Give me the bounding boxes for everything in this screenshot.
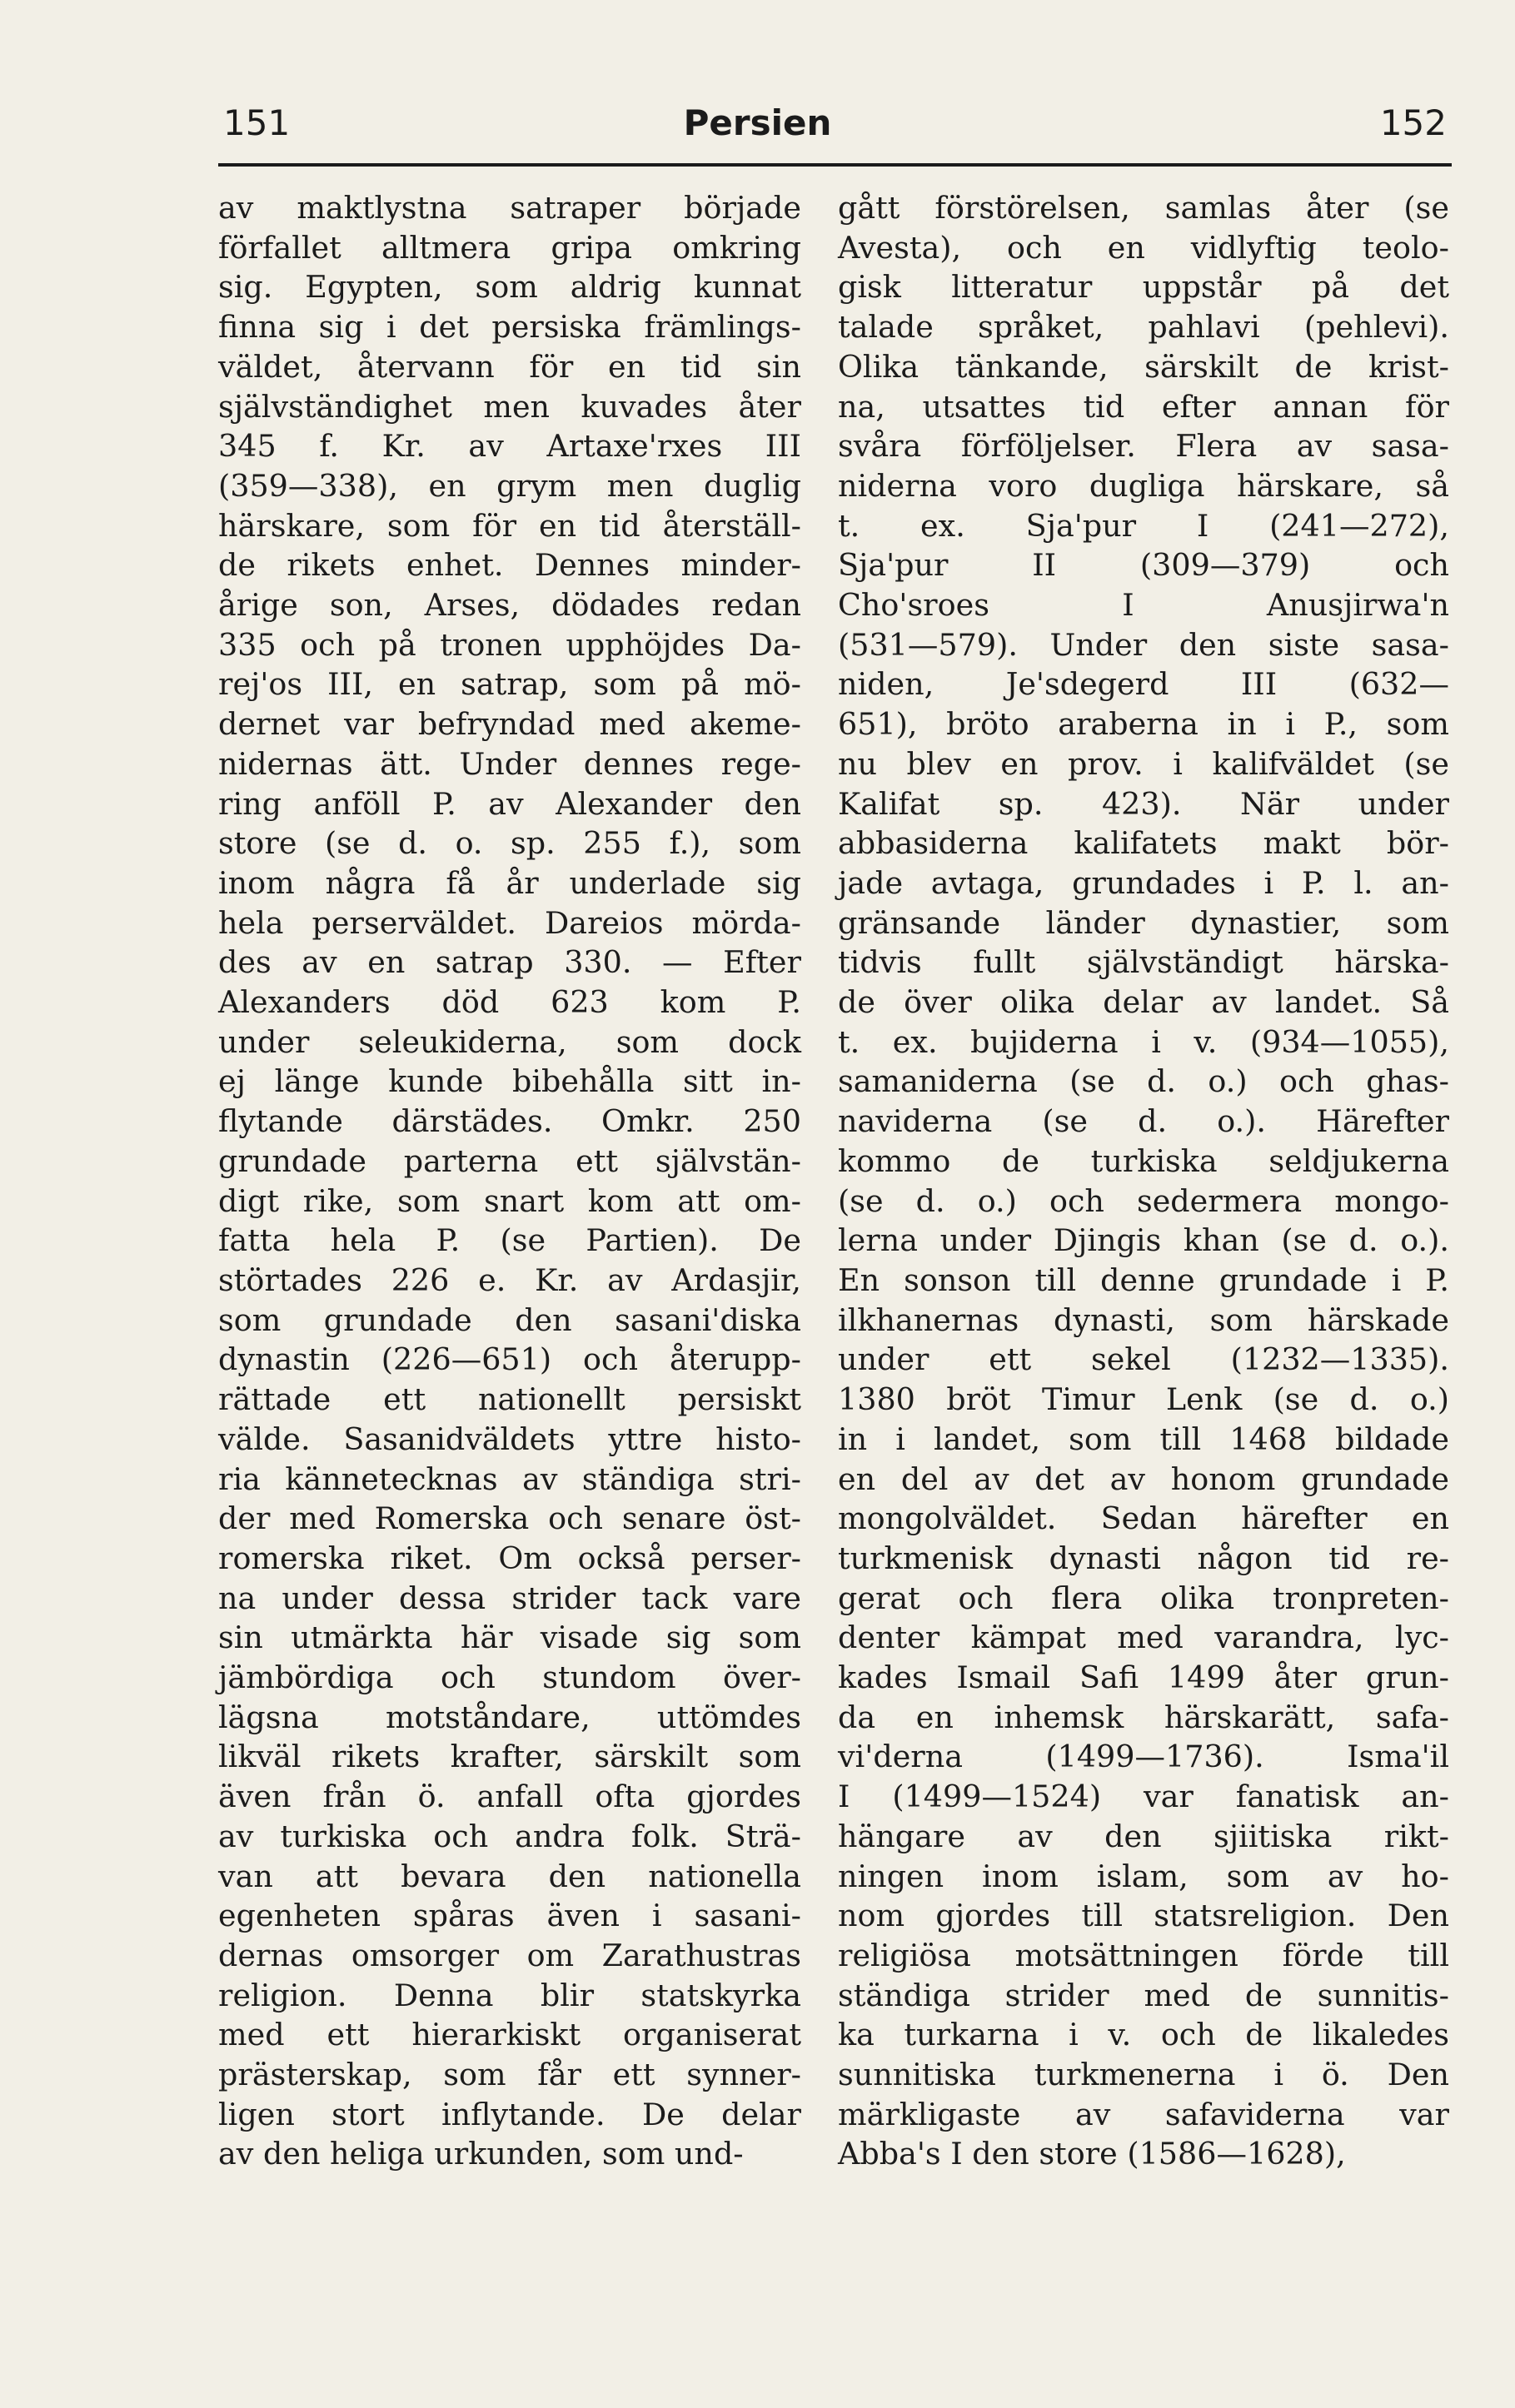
text-line: likväl rikets krafter, särskilt som bbox=[218, 1739, 801, 1775]
text-line: sig. Egypten, som aldrig kunnat bbox=[218, 269, 801, 306]
text-line: störtades 226 e. Kr. av Ardasjir, bbox=[218, 1261, 801, 1298]
running-title: Persien bbox=[683, 102, 832, 143]
text-line: av den heliga urkunden, som und- bbox=[218, 2136, 744, 2172]
text-line: dernet var befryndad med akeme- bbox=[218, 706, 801, 743]
text-line: (359—338), en grym men duglig bbox=[218, 467, 801, 504]
text-line: gisk litteratur uppstår på det bbox=[838, 269, 1449, 306]
text-line: turkmenisk dynasti någon tid re- bbox=[838, 1540, 1449, 1576]
text-line: (531—579). Under den siste sasa- bbox=[838, 626, 1449, 663]
text-line: kommo de turkiska seldjukerna bbox=[838, 1142, 1449, 1179]
text-line: ningen inom islam, som av ho- bbox=[838, 1858, 1449, 1894]
text-line: härskare, som för en tid återställ- bbox=[218, 507, 801, 544]
text-line: da en inhemsk härskarätt, safa- bbox=[838, 1699, 1449, 1735]
text-line: inom några få år underlade sig bbox=[218, 864, 801, 901]
text-line: Alexanders död 623 kom P. bbox=[218, 984, 801, 1021]
text-line: denter kämpat med varandra, lyc- bbox=[838, 1619, 1449, 1656]
text-line: gränsande länder dynastier, som bbox=[838, 904, 1449, 941]
text-line: nom gjordes till statsreligion. Den bbox=[838, 1898, 1449, 1934]
text-line: svåra förföljelser. Flera av sasa- bbox=[838, 428, 1449, 465]
text-line: dynastin (226—651) och återupp- bbox=[218, 1341, 801, 1378]
text-line: de över olika delar av landet. Så bbox=[838, 984, 1449, 1021]
text-line: romerska riket. Om också perser- bbox=[218, 1540, 801, 1576]
text-line: som grundade den sasani'diska bbox=[218, 1301, 801, 1338]
text-line: 1380 bröt Timur Lenk (se d. o.) bbox=[838, 1381, 1449, 1418]
text-line: 345 f. Kr. av Artaxe'rxes III bbox=[218, 428, 801, 465]
text-line: (se d. o.) och sedermera mongo- bbox=[838, 1182, 1449, 1219]
text-line: gått förstörelsen, samlas åter (se bbox=[838, 190, 1449, 226]
text-line: digt rike, som snart kom att om- bbox=[218, 1182, 801, 1219]
text-line: med ett hierarkiskt organiserat bbox=[218, 2017, 801, 2053]
text-line: t. ex. bujiderna i v. (934—1055), bbox=[838, 1023, 1449, 1060]
text-line: rättade ett nationellt persiskt bbox=[218, 1381, 801, 1418]
text-line: vi'derna (1499—1736). Isma'il bbox=[838, 1739, 1449, 1775]
text-line: Olika tänkande, särskilt de krist- bbox=[838, 348, 1449, 385]
text-line: under seleukiderna, som dock bbox=[218, 1023, 801, 1060]
text-line: van att bevara den nationella bbox=[218, 1858, 801, 1894]
text-line: en del av det av honom grundade bbox=[838, 1460, 1449, 1497]
text-line: av turkiska och andra folk. Strä- bbox=[218, 1818, 801, 1854]
text-line: mongolväldet. Sedan härefter en bbox=[838, 1500, 1449, 1537]
text-line: ständiga strider med de sunnitis- bbox=[838, 1977, 1449, 2013]
text-line: 335 och på tronen upphöjdes Da- bbox=[218, 626, 801, 663]
text-line: förfallet alltmera gripa omkring bbox=[218, 229, 801, 266]
text-line: dernas omsorger om Zarathustras bbox=[218, 1937, 801, 1973]
text-line: väldet, återvann för en tid sin bbox=[218, 348, 801, 385]
text-line: hängare av den sjiitiska rikt- bbox=[838, 1818, 1449, 1854]
text-line: sunnitiska turkmenerna i ö. Den bbox=[838, 2057, 1449, 2093]
text-line: under ett sekel (1232—1335). bbox=[838, 1341, 1449, 1378]
text-line: in i landet, som till 1468 bildade bbox=[838, 1420, 1449, 1457]
text-line: niderna voro dugliga härskare, så bbox=[838, 467, 1449, 504]
text-line: finna sig i det persiska främlings- bbox=[218, 309, 801, 346]
text-line: kades Ismail Safi 1499 åter grun- bbox=[838, 1659, 1449, 1696]
text-line: Kalifat sp. 423). När under bbox=[838, 785, 1449, 822]
text-line: ligen stort inflytande. De delar bbox=[218, 2096, 801, 2132]
text-line: årige son, Arses, dödades redan bbox=[218, 587, 801, 624]
text-line: nidernas ätt. Under dennes rege- bbox=[218, 745, 801, 782]
text-line: självständighet men kuvades åter bbox=[218, 388, 801, 425]
text-line: talade språket, pahlavi (pehlevi). bbox=[838, 309, 1449, 346]
text-line: ilkhanernas dynasti, som härskade bbox=[838, 1301, 1449, 1338]
text-line: jade avtaga, grundades i P. l. an- bbox=[838, 864, 1449, 901]
text-line: der med Romerska och senare öst- bbox=[218, 1500, 801, 1537]
text-line: sin utmärkta här visade sig som bbox=[218, 1619, 801, 1656]
text-line: I (1499—1524) var fanatisk an- bbox=[838, 1779, 1449, 1815]
text-line: na, utsattes tid efter annan för bbox=[838, 388, 1449, 425]
text-line: prästerskap, som får ett synner- bbox=[218, 2057, 801, 2093]
text-line: ring anföll P. av Alexander den bbox=[218, 785, 801, 822]
text-line: flytande därstädes. Omkr. 250 bbox=[218, 1103, 801, 1140]
text-line: lerna under Djingis khan (se d. o.). bbox=[838, 1222, 1449, 1259]
text-line: des av en satrap 330. — Efter bbox=[218, 944, 801, 981]
text-line: naviderna (se d. o.). Härefter bbox=[838, 1103, 1449, 1140]
page-number-right: 152 bbox=[1379, 102, 1447, 143]
text-line: hela perserväldet. Dareios mörda- bbox=[218, 904, 801, 941]
text-line: gerat och flera olika tronpreten- bbox=[838, 1580, 1449, 1616]
header-rule bbox=[218, 163, 1452, 167]
text-line: nu blev en prov. i kalifväldet (se bbox=[838, 745, 1449, 782]
text-line: ej länge kunde bibehålla sitt in- bbox=[218, 1063, 801, 1100]
text-line: na under dessa strider tack vare bbox=[218, 1580, 801, 1616]
text-line: En sonson till denne grundade i P. bbox=[838, 1261, 1449, 1298]
text-line: tidvis fullt självständigt härska- bbox=[838, 944, 1449, 981]
text-line: lägsna motståndare, uttömdes bbox=[218, 1699, 801, 1735]
text-line: religion. Denna blir statskyrka bbox=[218, 1977, 801, 2013]
text-line: abbasiderna kalifatets makt bör- bbox=[838, 825, 1449, 862]
text-line: även från ö. anfall ofta gjordes bbox=[218, 1779, 801, 1815]
text-line: ka turkarna i v. och de likaledes bbox=[838, 2017, 1449, 2053]
page-number-left: 151 bbox=[223, 102, 291, 143]
text-line: Cho'sroes I Anusjirwa'n bbox=[838, 587, 1449, 624]
text-line: niden, Je'sdegerd III (632— bbox=[838, 666, 1449, 703]
text-line: märkligaste av safaviderna var bbox=[838, 2096, 1449, 2132]
text-line: religiösa motsättningen förde till bbox=[838, 1937, 1449, 1973]
text-line: 651), bröto araberna in i P., som bbox=[838, 706, 1449, 743]
text-column-left bbox=[218, 188, 801, 2174]
text-line: av maktlystna satraper började bbox=[218, 190, 801, 226]
text-line: Avesta), och en vidlyftig teolo- bbox=[838, 229, 1449, 266]
text-line: egenheten spåras även i sasani- bbox=[218, 1898, 801, 1934]
page-header bbox=[0, 98, 1515, 148]
text-line: ria kännetecknas av ständiga stri- bbox=[218, 1460, 801, 1497]
text-line: välde. Sasanidväldets yttre histo- bbox=[218, 1420, 801, 1457]
text-line: de rikets enhet. Dennes minder- bbox=[218, 547, 801, 584]
text-line: rej'os III, en satrap, som på mö- bbox=[218, 666, 801, 703]
text-line: Sja'pur II (309—379) och bbox=[838, 547, 1449, 584]
text-line: Abba's I den store (1586—1628), bbox=[838, 2136, 1346, 2172]
text-line: store (se d. o. sp. 255 f.), som bbox=[218, 825, 801, 862]
text-line: jämbördiga och stundom över- bbox=[218, 1659, 801, 1696]
text-line: grundade parterna ett självstän- bbox=[218, 1142, 801, 1179]
text-line: t. ex. Sja'pur I (241—272), bbox=[838, 507, 1449, 544]
text-line: fatta hela P. (se Partien). De bbox=[218, 1222, 801, 1259]
text-line: samaniderna (se d. o.) och ghas- bbox=[838, 1063, 1449, 1100]
text-column-right bbox=[838, 188, 1449, 2174]
